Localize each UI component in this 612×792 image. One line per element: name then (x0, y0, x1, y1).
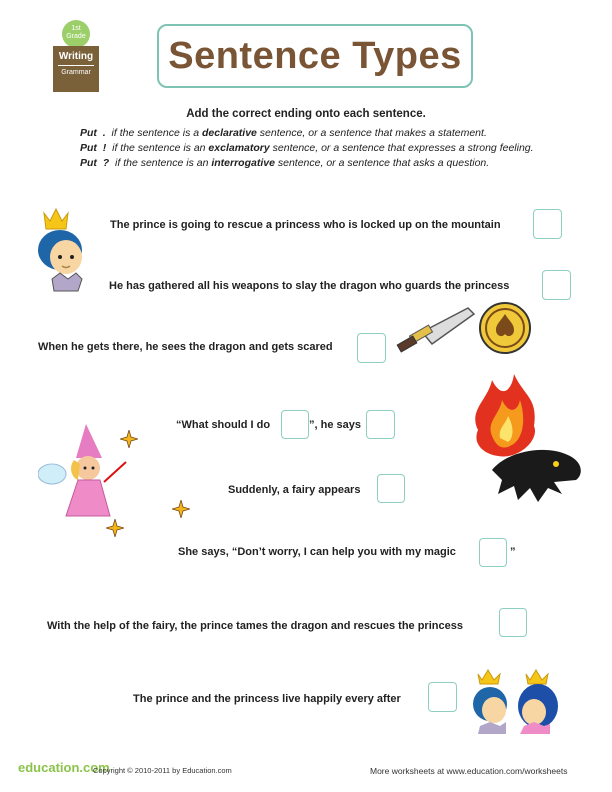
grade-circle (62, 20, 90, 48)
sentence-3: When he gets there, he sees the dragon and gets scared (38, 341, 333, 353)
sentence-2: He has gathered all his weapons to slay the dragon who guards the princess (109, 280, 510, 292)
rule-post: sentence, or a sentence that expresses a strong feeling. (269, 142, 534, 154)
sentence-6b: ” (510, 546, 516, 558)
dragon-illustration (458, 370, 590, 522)
rule-mark: ! (102, 142, 107, 154)
rule-put: Put (80, 157, 97, 169)
rule-type: declarative (202, 127, 257, 139)
shield-icon (478, 300, 532, 356)
sparkle-icon (120, 430, 138, 448)
rule-post: sentence, or a sentence that makes a statement. (256, 127, 487, 139)
sparkle-icon (172, 500, 190, 518)
rule-put: Put (80, 142, 97, 154)
answer-box-4a[interactable] (281, 410, 309, 439)
rule-mark: ? (102, 157, 110, 169)
rule-interrogative (80, 157, 489, 169)
rule-type: interrogative (211, 157, 275, 169)
answer-box-5[interactable] (377, 474, 405, 503)
sentence-4b: ”, he says (309, 419, 361, 431)
answer-box-8[interactable] (428, 682, 457, 712)
prince-princess-illustration (470, 668, 562, 734)
rule-pre: if the sentence is an (115, 157, 212, 169)
answer-box-7[interactable] (499, 608, 527, 637)
answer-box-4b[interactable] (366, 410, 395, 439)
rule-put: Put (80, 127, 97, 139)
sentence-6a: She says, “Don’t worry, I can help you with my magic (178, 546, 456, 558)
rule-type: exclamatory (208, 142, 270, 154)
footer-logo[interactable]: education.com (18, 760, 110, 775)
sentence-4a: “What should I do (176, 419, 271, 431)
sentence-1: The prince is going to rescue a princess who is locked up on the mountain (110, 219, 501, 231)
instructions-heading: Add the correct ending onto each sentence. (186, 108, 426, 120)
subject-label: Writing (58, 51, 94, 62)
answer-box-2[interactable] (542, 270, 571, 300)
sparkle-icon (106, 519, 124, 537)
rule-declarative (80, 127, 487, 139)
footer-copyright: Copyright © 2010-2011 by Education.com (93, 766, 232, 775)
rule-pre: if the sentence is an (112, 142, 209, 154)
grade-line1: 1st (71, 25, 81, 32)
subject-band (53, 46, 99, 92)
topic-label: Grammar (61, 69, 91, 76)
grade-badge (53, 20, 99, 92)
answer-box-3[interactable] (357, 333, 386, 363)
footer-more-link[interactable]: More worksheets at www.education.com/worksheets (370, 766, 568, 776)
rule-post: sentence, or a sentence that asks a question. (274, 157, 490, 169)
sentence-7: With the help of the fairy, the prince tames the dragon and rescues the princess (47, 620, 463, 632)
badge-divider (58, 65, 94, 66)
title-box (157, 24, 473, 88)
grade-line2: Grade (66, 33, 86, 40)
answer-box-6[interactable] (479, 538, 507, 567)
page-title: Sentence Types (168, 34, 462, 77)
prince-illustration (32, 205, 96, 301)
answer-box-1[interactable] (533, 209, 562, 239)
sentence-8: The prince and the princess live happily every after (133, 693, 401, 705)
rule-mark: . (102, 127, 106, 139)
sword-icon (396, 302, 478, 358)
rule-pre: if the sentence is a (111, 127, 203, 139)
rule-exclamatory (80, 142, 534, 154)
sentence-5: Suddenly, a fairy appears (228, 484, 361, 496)
